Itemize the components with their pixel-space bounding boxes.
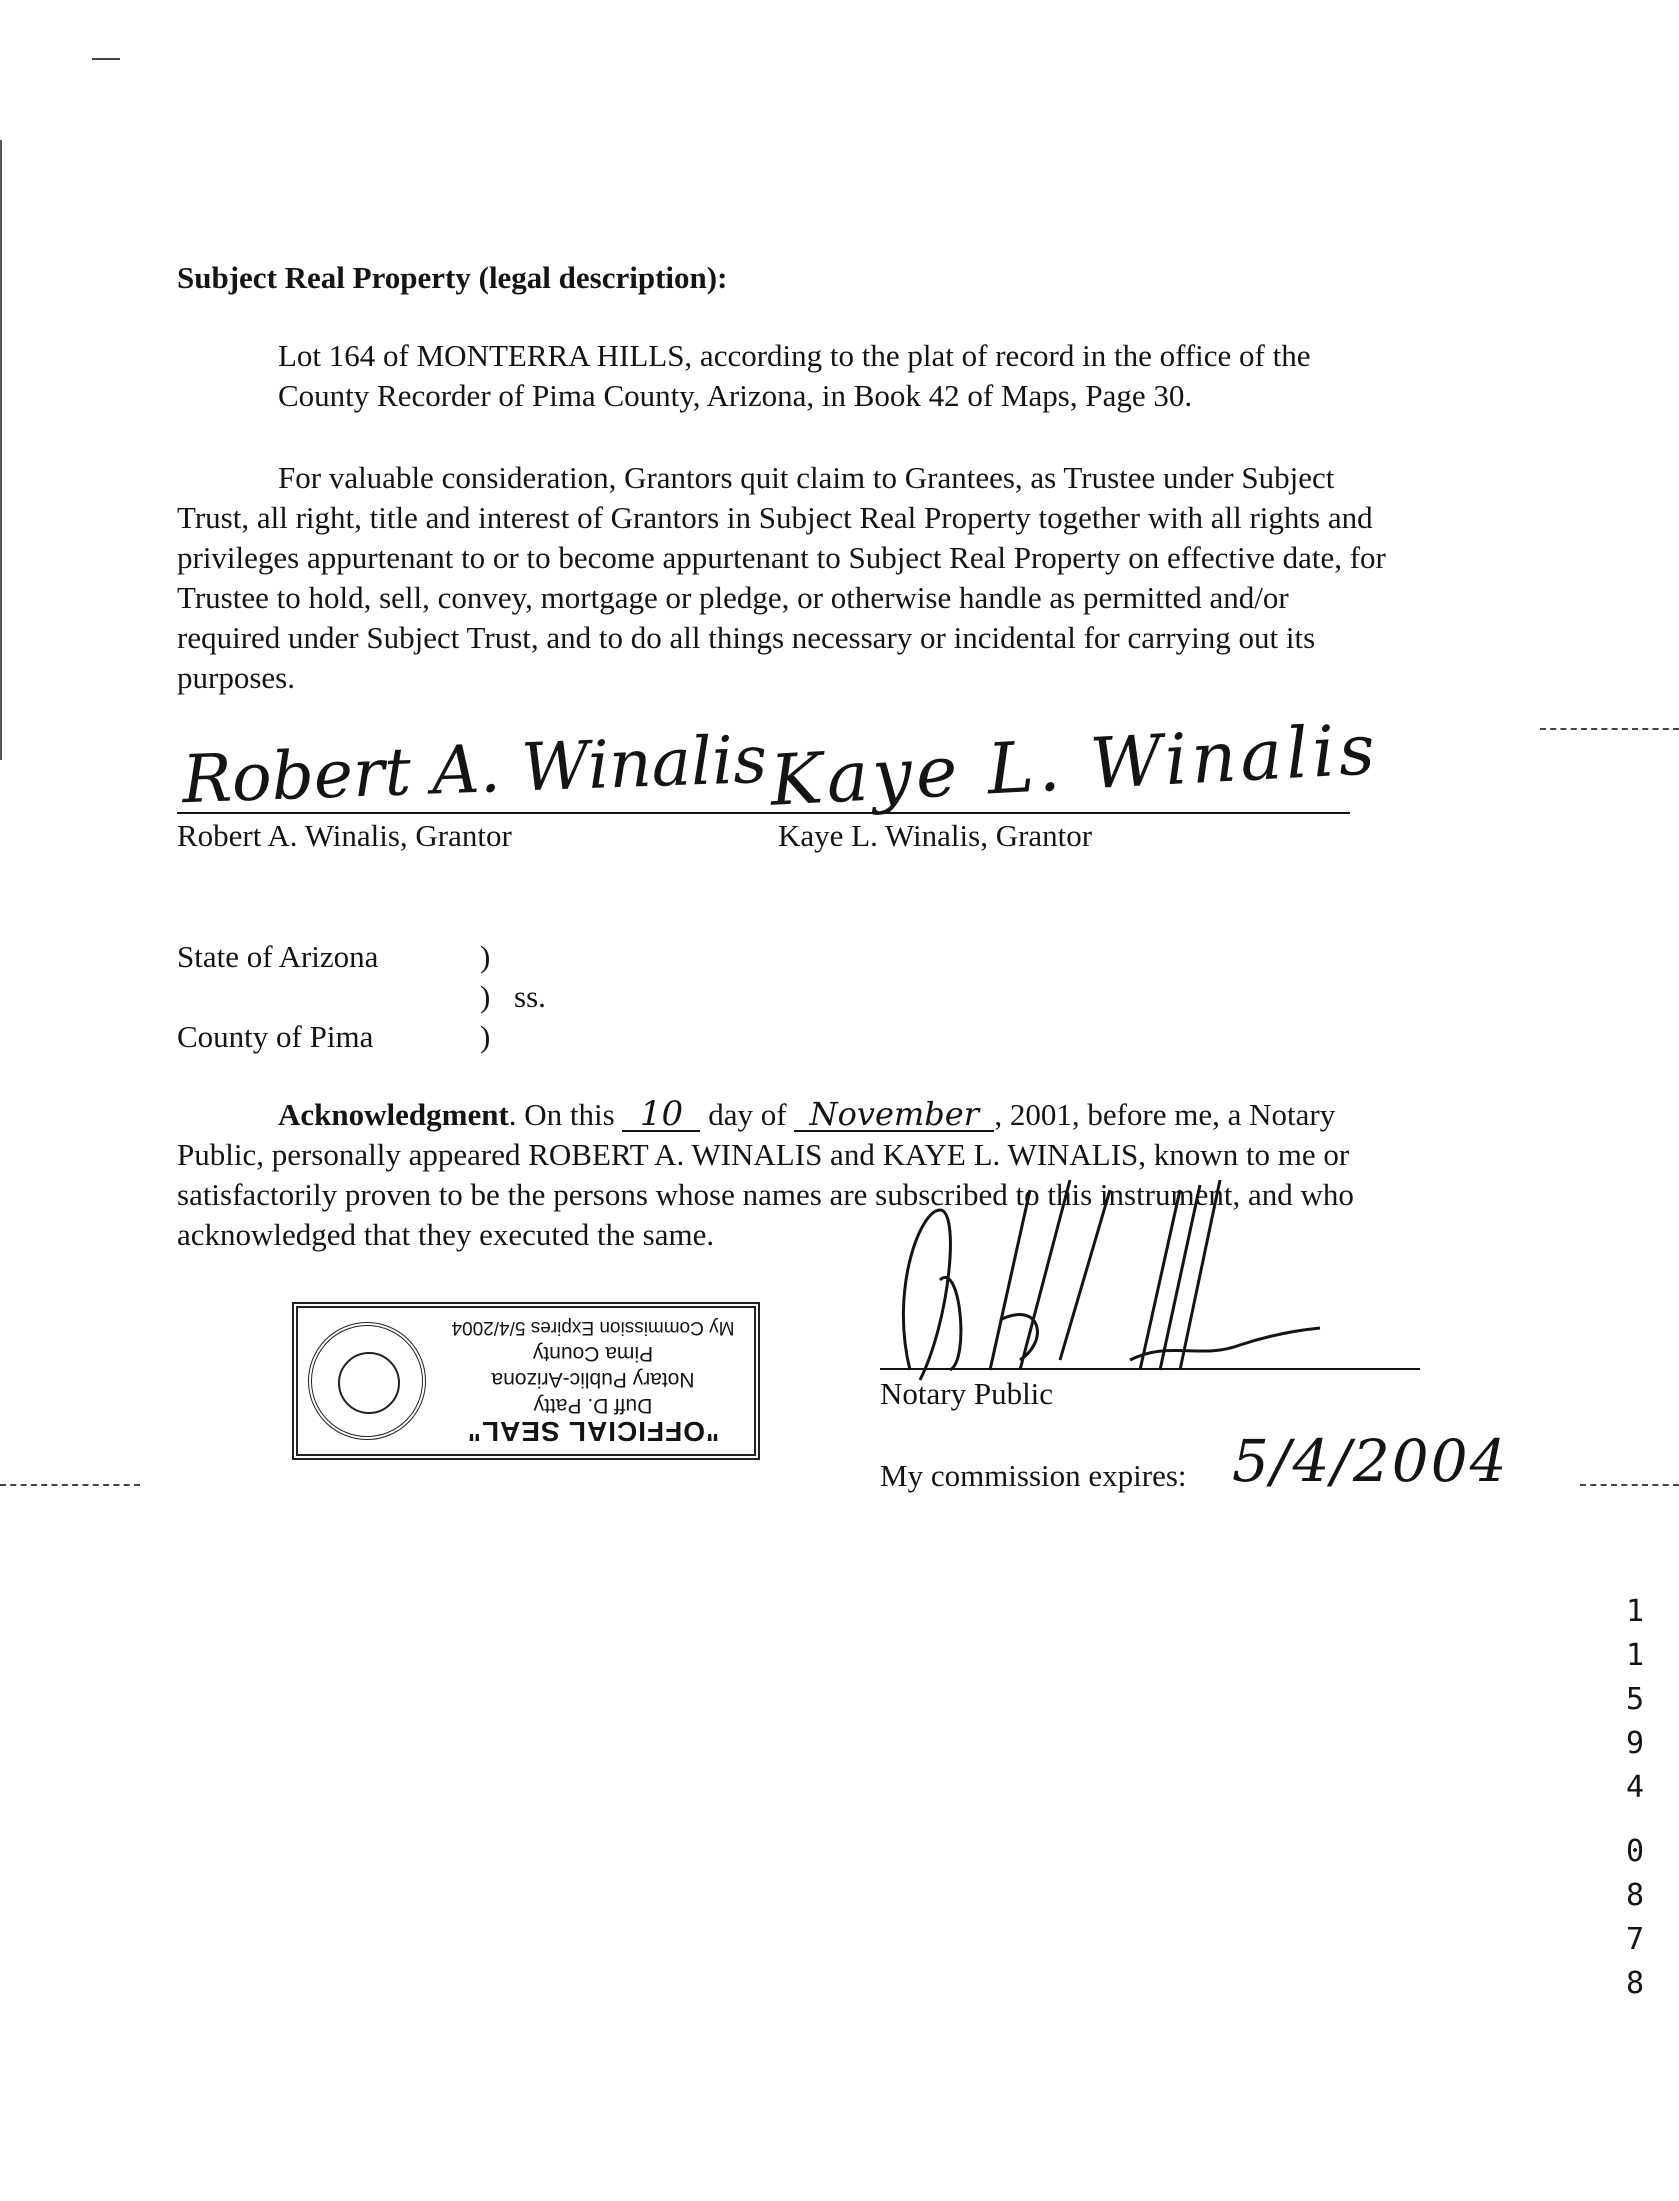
notary-seal-text [434,1314,752,1447]
grantor-signature-line-left [177,812,767,814]
notary-signature-line [880,1368,1420,1370]
venue-county: County of Pima [177,1019,374,1054]
recording-digit: 8 [1625,1966,1645,2001]
legal-description-line-2: County Recorder of Pima County, Arizona, in Book 42 of Maps, Page 30. [278,378,1193,413]
acknowledgment-month: November [794,1098,994,1132]
notary-caption: Notary Public [880,1376,1054,1411]
acknowledgment-day: 10 [622,1098,700,1132]
legal-description-line-1: Lot 164 of MONTERRA HILLS, according to the plat of record in the office of the [278,338,1311,373]
acknowledgment-label: Acknowledgment [278,1097,509,1132]
grant-paragraph-line-2: Trust, all right, title and interest of Grantors in Subject Real Property together with all rights and [177,500,1373,535]
grant-paragraph-line-1: For valuable consideration, Grantors quit claim to Grantees, as Trustee under Subject [278,460,1335,495]
seal-title: "OFFICIAL SEAL" [466,1416,720,1447]
acknowledgment-mid: day of [708,1097,787,1132]
official-notary-seal [292,1302,760,1460]
seal-line-3: Notary Public-Arizona [491,1368,695,1391]
venue-ss: ss. [514,979,546,1014]
acknowledgment-lead: . On this [508,1097,615,1132]
scan-dash-right-1 [1540,728,1679,730]
venue-paren-1: ) [480,939,491,974]
grant-paragraph-line-4: Trustee to hold, sell, convey, mortgage or pledge, or otherwise handle as permitted and/or [177,580,1289,615]
grant-paragraph-line-5: required under Subject Trust, and to do all things necessary or incidental for carrying out its [177,620,1316,655]
acknowledgment-line-4: acknowledged that they executed the same. [177,1217,715,1252]
notary-signature-scribble [880,1170,1340,1390]
recording-digit: 7 [1625,1922,1645,1957]
grantor-signature-robert: Robert A. Winalis [180,720,769,819]
acknowledgment-first-line [278,1095,1335,1135]
commission-label: My commission expires: [880,1458,1187,1493]
grant-paragraph-line-6: purposes. [177,660,295,695]
grantor-signature-line-right [760,812,1350,814]
grant-paragraph-line-3: privileges appurtenant to or to become appurtenant to Subject Real Property on effective date, for [177,540,1386,575]
recording-digit: 1 [1625,1594,1645,1629]
scan-mark-top [92,58,120,60]
venue-paren-3: ) [480,1019,491,1054]
recording-digit: 8 [1625,1878,1645,1913]
acknowledgment-tail: , 2001, before me, a Notary [994,1097,1336,1132]
grantor-caption-robert: Robert A. Winalis, Grantor [177,818,512,853]
acknowledgment-line-3: satisfactorily proven to be the persons whose names are subscribed to this instrument, and who [177,1177,1354,1212]
seal-line-5: My Commission Expires 5/4/2004 [451,1317,735,1338]
page-heading: Subject Real Property (legal description): [177,260,728,295]
recording-digit: 9 [1625,1726,1645,1761]
scan-edge-line-left [0,140,2,760]
scan-dash-right-2 [1580,1484,1679,1486]
recording-digit: 1 [1625,1638,1645,1673]
recording-digit: 0 [1625,1834,1645,1869]
seal-notary-name: Duff D. Patty [533,1394,653,1417]
acknowledgment-line-2: Public, personally appeared ROBERT A. WINALIS and KAYE L. WINALIS, known to me or [177,1137,1350,1172]
recording-digit: 5 [1625,1682,1645,1717]
grantor-caption-kaye: Kaye L. Winalis, Grantor [778,818,1093,853]
notary-seal-emblem [308,1322,426,1440]
scan-dash-left [0,1484,140,1486]
seal-line-4: Pima County [532,1342,654,1365]
commission-date: 5/4/2004 [1232,1427,1509,1495]
venue-state: State of Arizona [177,939,379,974]
grantor-signature-kaye: Kaye L. Winalis [768,708,1381,822]
venue-paren-2: ) [480,979,491,1014]
recording-digit: 4 [1625,1770,1645,1805]
recording-number [1620,1590,1650,2006]
